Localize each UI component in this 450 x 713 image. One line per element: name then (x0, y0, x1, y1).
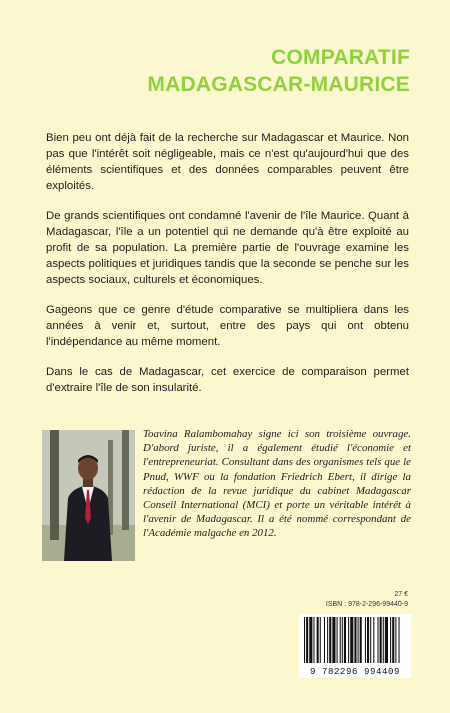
summary-paragraph-2: De grands scientifiques ont condamné l'avenir de l'île Maurice. Quant à Madagascar, l'île a un potentiel qui ne demande qu'à être exploité au profit de sa population. La première partie de l'ouvrage examine les aspects politiques et juridiques tandis que la seconde se penche sur les aspects sociaux, culturels et économiques. (46, 210, 409, 286)
summary-paragraph-3: Gageons que ce genre d'étude comparative se multipliera dans les années à venir et, surtout, entre des pays qui ont obtenu l'indépendance au même moment. (46, 304, 409, 348)
barcode-number: 9 782296 994409 (309, 667, 400, 677)
barcode-bars (299, 614, 411, 666)
author-photo (42, 430, 135, 561)
isbn-label: ISBN : 978-2-296-99440-9 (325, 601, 408, 608)
summary-text (46, 130, 409, 410)
price-label: 27 € (394, 591, 408, 598)
book-title (147, 44, 410, 98)
summary-paragraph-1: Bien peu ont déjà fait de la recherche sur Madagascar et Maurice. Non pas que l'intérêt soit négligeable, mais ce n'est qu'aujourd'hui que des éléments scientifiques et des données comparables peuvent être exploités. (46, 132, 409, 192)
summary-paragraph-4: Dans le cas de Madagascar, cet exercice de comparaison permet d'extraire l'île de son insularité. (46, 366, 409, 394)
title-line-1: COMPARATIF (271, 46, 410, 69)
title-line-2: MADAGASCAR-MAURICE (147, 73, 410, 96)
author-bio: Toavina Ralambomahay signe ici son troisième ouvrage. D'abord juriste, il a également étudié l'économie et l'entrepreneuriat. Consultant dans des organismes tels que le Pnud, WWF ou la fondation Friedrich Ebert, il dirige la rédaction de la revue juridique du cabinet Madagascar Conseil International (MCI) et porte un véritable intérêt à l'avenir de Madagascar. Il a été nommé correspondant de l'Académie malgache en 2012. (143, 428, 411, 540)
barcode (299, 614, 411, 678)
